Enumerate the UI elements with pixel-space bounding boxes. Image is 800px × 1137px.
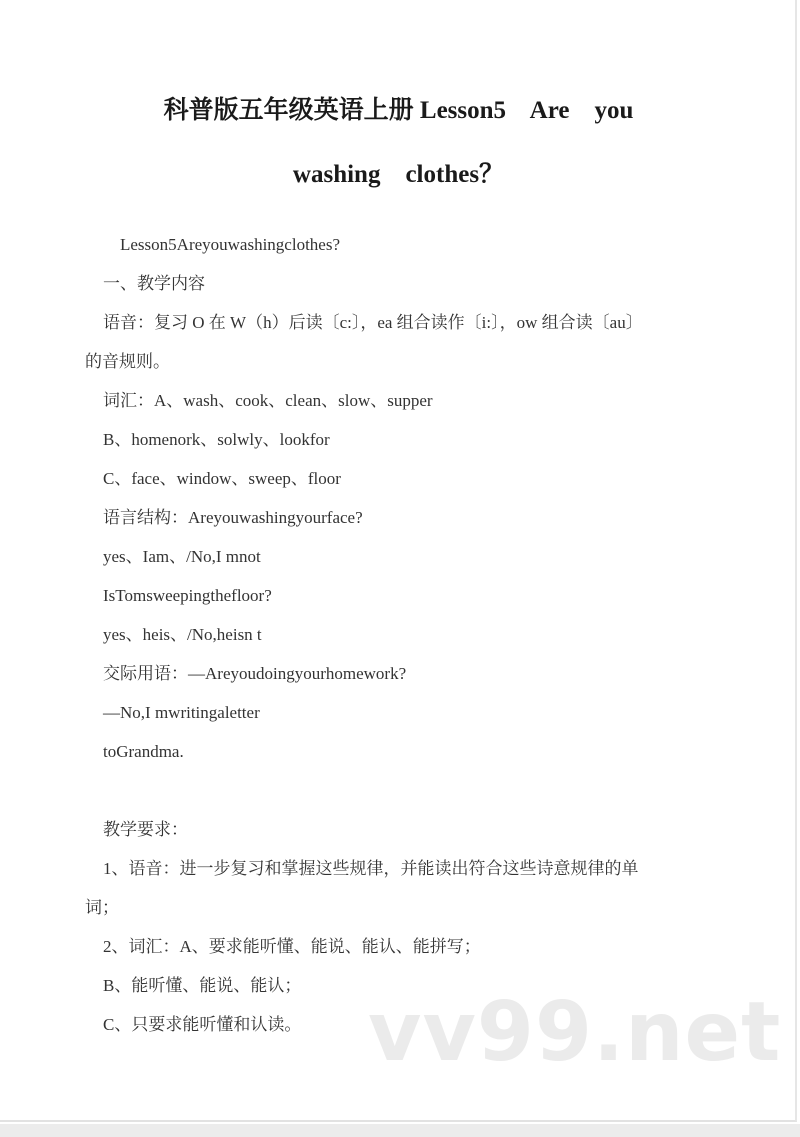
page-bottom-gutter <box>0 1124 800 1137</box>
title-english-part: Lesson5 Are you <box>413 97 634 124</box>
text-line: 词； <box>85 898 119 917</box>
text-line: C、只要求能听懂和认读。 <box>103 1015 302 1034</box>
text-line: —No,I mwritingaletter <box>103 703 260 722</box>
document-title-line-1 <box>0 90 797 126</box>
text-line: 1、语音：进一步复习和掌握这些规律，并能读出符合这些诗意规律的单 <box>103 859 639 878</box>
text-line: yes、heis、/No,heisn t <box>103 625 262 644</box>
title-chinese-part: 科普版五年级英语上册 <box>163 95 414 124</box>
text-line: 教学要求： <box>103 820 188 839</box>
text-line: B、homenork、solwly、lookfor <box>103 430 330 449</box>
text-line: 词汇：A、wash、cook、clean、slow、supper <box>103 391 433 410</box>
text-line: 语言结构：Areyouwashingyourface? <box>103 508 363 527</box>
text-line: IsTomsweepingthefloor? <box>103 586 272 605</box>
text-line: 交际用语：—Areyoudoingyourhomework? <box>103 664 407 683</box>
text-line: 语音：复习 O 在 W（h）后读〔c:〕，ea 组合读作〔i:〕，ow 组合读〔au〕 <box>103 313 643 332</box>
text-line: B、能听懂、能说、能认； <box>103 976 302 995</box>
document-title-line-2: washing clothes？ <box>292 161 505 188</box>
text-line: 一、教学内容 <box>103 274 205 293</box>
text-line: Lesson5Areyouwashingclothes? <box>120 235 341 254</box>
text-line: toGrandma. <box>103 742 184 761</box>
watermark: vv99.net <box>368 985 782 1080</box>
text-line: C、face、window、sweep、floor <box>103 469 341 488</box>
text-line: 的音规则。 <box>85 352 170 371</box>
text-line: yes、Iam、/No,I mnot <box>103 547 261 566</box>
text-line: 2、词汇：A、要求能听懂、能说、能认、能拼写； <box>103 937 481 956</box>
